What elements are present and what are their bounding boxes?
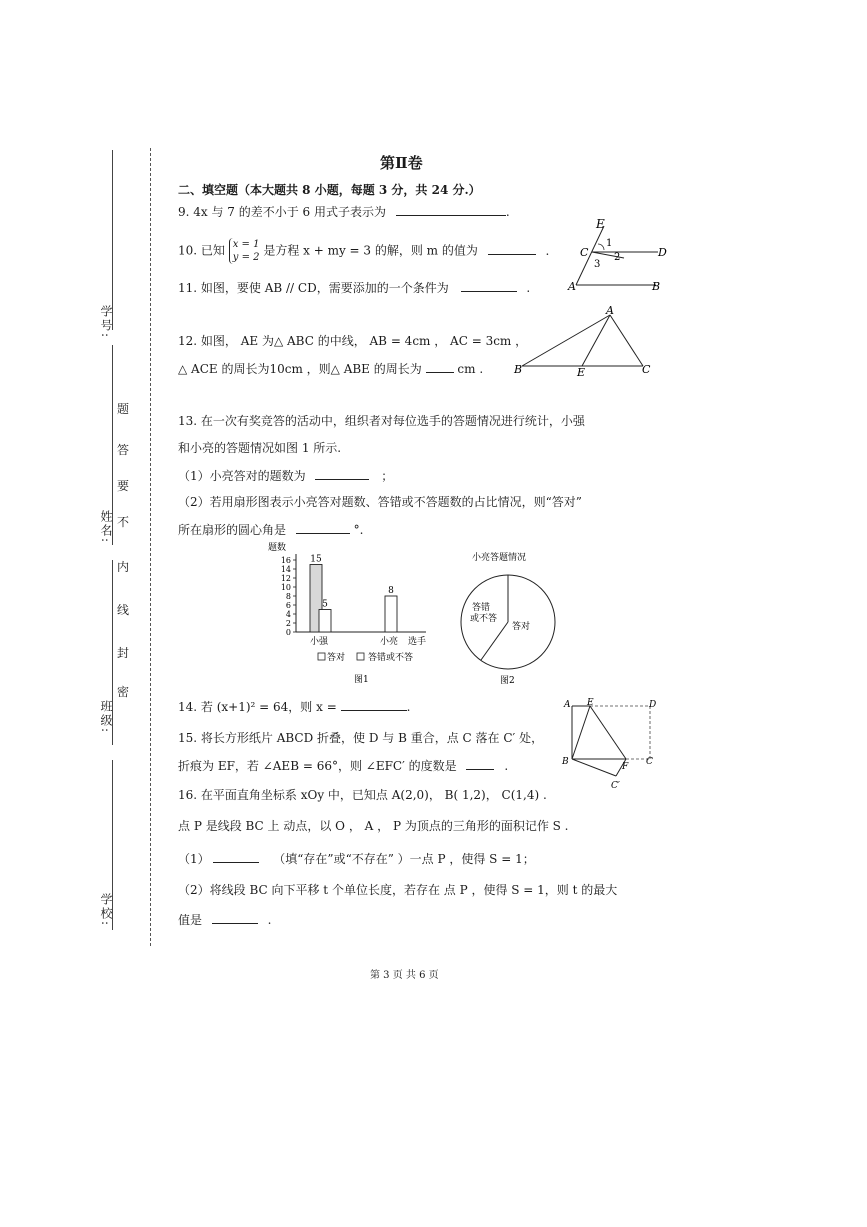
pie-slice-correct: 答对 (512, 622, 531, 632)
label-E: E (596, 217, 605, 231)
question-16-sub1: （1） （填“存在”或“不存在” ）一点 P ，使得 S = 1； (178, 852, 535, 866)
answer-blank-13-1[interactable] (315, 467, 369, 480)
bar (319, 610, 331, 633)
figure-2-pie-chart (452, 542, 564, 692)
student-id-label: 学号: (99, 305, 113, 340)
answer-blank-13-2[interactable] (296, 521, 350, 534)
answer-blank-9[interactable] (396, 203, 506, 216)
label-B: B (514, 363, 523, 376)
figure-2-caption: 图2 (500, 676, 515, 686)
page-footer: 第 3 页 共 6 页 (370, 970, 439, 981)
bar-value-label: 15 (310, 554, 322, 565)
label-B: B (562, 757, 569, 767)
answer-blank-14[interactable] (341, 698, 407, 711)
seal-char: 封 (117, 646, 130, 660)
seal-char: 密 (117, 685, 130, 699)
angle-1: 1 (606, 238, 613, 249)
q9-text: 9. 4x 与 7 的差不小于 6 用式子表示为 (178, 205, 387, 219)
angle-2: 2 (614, 252, 621, 263)
figure-q15 (560, 696, 664, 792)
figure-1-bar-chart (262, 540, 442, 690)
question-10: 10. 已知 x = 1 y = 2 是方程 x + my = 3 的解，则 m 的值为 . (178, 239, 550, 263)
question-16: 16. 在平面直角坐标系 xOy 中，已知点 A(2,0)， B( 1,2)， C(1,4) . (178, 788, 547, 802)
answer-blank-16-2[interactable] (212, 911, 258, 924)
question-13: 13. 在一次有奖竞答的活动中，组织者对每位选手的答题情况进行统计，小强 (178, 414, 585, 428)
question-13-sub2-line2: 所在扇形的圆心角是 °. (178, 523, 364, 537)
answer-blank-15[interactable] (466, 757, 494, 770)
angle-3: 3 (594, 259, 601, 270)
binding-dashed-line (150, 148, 151, 946)
y-tick-label: 16 (280, 556, 291, 565)
question-13-sub1: （1）小亮答对的题数为 ； (178, 469, 394, 483)
legend-swatch-correct (318, 653, 325, 660)
bar (385, 596, 397, 632)
bar-chart-plot (281, 554, 426, 637)
page-title: 第Ⅱ卷 (380, 154, 423, 172)
question-13-line2: 和小亮的答题情况如图 1 所示. (178, 441, 342, 455)
question-16-sub2-line2: 值是 . (178, 913, 272, 927)
legend-wrong: 答错或不答 (368, 653, 414, 663)
label-A: A (568, 280, 576, 293)
answer-blank-16-1[interactable] (213, 850, 259, 863)
label-C: C (580, 246, 589, 259)
y-tick-label: 4 (285, 610, 291, 619)
q10-prefix: 10. 已知 (178, 243, 225, 258)
legend-swatch-wrong (357, 653, 364, 660)
label-E: E (577, 366, 586, 378)
figure-q12 (510, 302, 660, 378)
label-B: B (652, 280, 661, 293)
figure-1-caption: 图1 (354, 675, 369, 685)
question-15: 15. 将长方形纸片 ABCD 折叠，使 D 与 B 重合，点 C 落在 C′ 处， (178, 731, 544, 745)
seal-char: 线 (117, 603, 130, 617)
label-C: C (646, 757, 653, 767)
question-15-line2: 折痕为 EF，若 ∠AEB = 66°，则 ∠EFC′ 的度数是 . (178, 759, 509, 773)
question-16-sub2: （2）将线段 BC 向下平移 t 个单位长度，若存在 点 P ，使得 S = 1，则 t 的最大 (178, 883, 618, 897)
y-tick-label: 6 (285, 601, 291, 610)
question-12-line2: △ ACE 的周长为10cm ，则△ ABE 的周长为 cm . (178, 362, 484, 376)
label-D: D (649, 700, 657, 710)
name-label: 姓名: (99, 510, 113, 545)
question-14: 14. 若 (x+1)² = 64，则 x = . (178, 700, 411, 714)
label-A: A (564, 700, 571, 710)
class-label: 班级: (99, 700, 113, 735)
legend-correct: 答对 (327, 653, 346, 663)
student-id-line (112, 150, 113, 330)
section-heading: 二、填空题（本大题共 8 小题，每题 3 分，共 24 分.） (178, 183, 481, 197)
y-tick-label: 14 (280, 565, 291, 574)
seal-char: 答 (117, 443, 130, 457)
label-C-prime: C′ (611, 781, 620, 791)
category-label: 小亮 (380, 637, 399, 647)
pie-title: 小亮答题情况 (472, 553, 527, 563)
y-axis-label: 题数 (268, 543, 287, 553)
label-D: D (658, 246, 667, 259)
label-F: F (622, 762, 629, 772)
pie-slice-wrong: 答错 (472, 603, 491, 613)
y-tick-label: 10 (280, 583, 291, 592)
figure-q11 (562, 214, 672, 294)
question-13-sub2: （2）若用扇形图表示小亮答对题数、答错或不答题数的占比情况，则“答对” (178, 495, 582, 509)
answer-blank-12[interactable] (426, 360, 454, 373)
label-A: A (606, 304, 614, 317)
equation-system: x = 1 y = 2 (229, 238, 260, 264)
y-tick-label: 0 (285, 628, 291, 637)
q10-middle: 是方程 x + my = 3 的解，则 m 的值为 (263, 243, 478, 258)
seal-char: 题 (117, 402, 130, 416)
pie-slice-wrong: 或不答 (470, 614, 498, 624)
question-9: 9. 4x 与 7 的差不小于 6 用式子表示为 . (178, 205, 510, 219)
answer-blank-10[interactable] (488, 242, 536, 255)
question-16-line2: 点 P 是线段 BC 上 动点，以 O ， A ， P 为顶点的三角形的面积记作 S . (178, 819, 569, 833)
q12-line1: 12. 如图， AE 为△ ABC 的中线， AB = 4cm ， AC = 3cm ， (178, 334, 528, 348)
y-tick-label: 8 (285, 592, 291, 601)
category-label: 小强 (310, 637, 329, 647)
seal-char: 内 (117, 560, 130, 574)
x-axis-label: 选手 (408, 637, 427, 647)
question-12 (178, 333, 527, 349)
seal-char: 要 (117, 479, 130, 493)
question-11: 11. 如图，要使 AB // CD，需要添加的一个条件为 . (178, 281, 531, 295)
y-tick-label: 12 (280, 574, 291, 583)
answer-blank-11[interactable] (461, 279, 517, 292)
bar-value-label: 5 (322, 599, 328, 610)
label-E: E (587, 698, 594, 708)
bar-value-label: 8 (388, 586, 394, 596)
q11-text: 11. 如图，要使 AB // CD，需要添加的一个条件为 (178, 281, 449, 295)
school-label: 学校: (99, 893, 113, 928)
y-tick-label: 2 (285, 619, 291, 628)
seal-char: 不 (117, 515, 130, 529)
label-C: C (642, 363, 651, 376)
